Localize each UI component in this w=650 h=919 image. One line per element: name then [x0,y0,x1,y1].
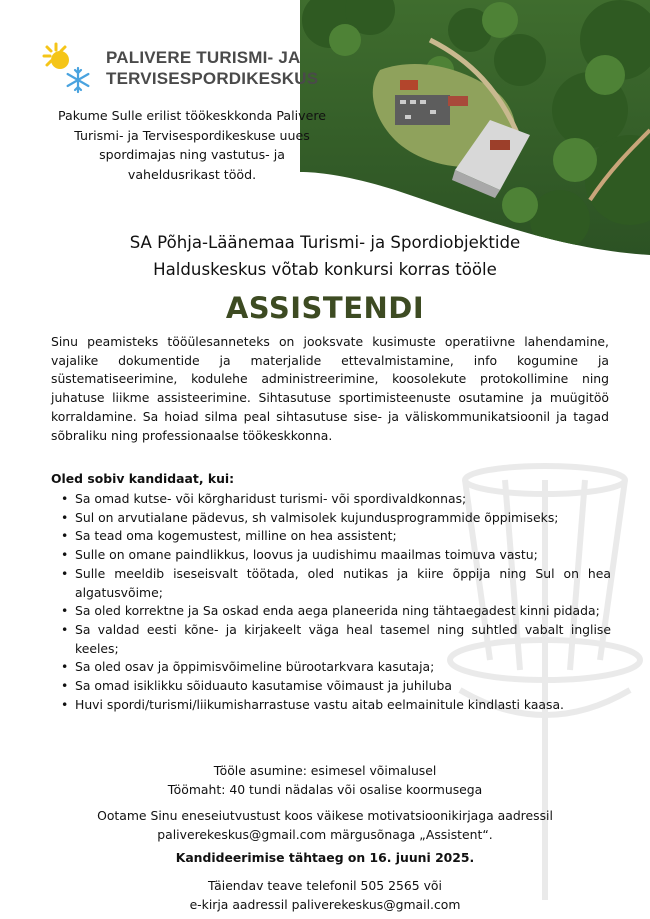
position-title: ASSISTENDI [225,291,425,325]
application-info [0,807,650,844]
requirements-title: Oled sobiv kandidaat, kui: [51,471,235,486]
apply-line-2: paliverekeskus@gmail.com märgusõnaga „Assistent“. [157,826,493,842]
list-item: • Sul on arvutialane pädevus, sh valmisolek kujundusprogrammide õppimiseks; [61,509,559,525]
requirements-list [51,490,611,714]
contact-line-1: Täiendav teave telefonil 505 2565 või [208,878,442,893]
intro-text: Pakume Sulle erilist töökeskkonda Palivere Turismi- ja Tervisespordikeskuse uues spordimajas ning vastutus- ja vaheldusrikast tööd. [58,108,326,182]
list-item: • Sa tead oma kogemustest, milline on hea assistent; [61,528,397,544]
workload: Töömaht: 40 tundi nädalas või osalise koormusega [167,781,483,797]
list-item: • Sa oled korrektne ja Sa oskad enda aega planeerida ning tähtaegadest kinni pidada; [61,603,600,619]
list-item: • Sa oled osav ja õppimisvõimeline bürootarkvara kasutaja; [61,659,435,675]
apply-line-1: Ootame Sinu eneseiutvustust koos väikese motivatsioonikirjaga aadressil [97,808,553,823]
contact-info [0,877,650,914]
list-item: • Sulle on omane paindlikkus, loovus ja uudishimu maailmas toimuva vastu; [61,547,538,563]
job-description: Sinu peamisteks tööülesanneteks on jooksvate kusimuste operatiivne lahendamine, vajalike dokumentide ja materjalide ettevalmistamine, info kogumine ja süstematiseerimine, kodulehe administreerimine, koosolekute protokollimine ning juhatuse liikme assisteerimine. Sihtasutuse sportimisteenuste osutamine ja muügitöö korraldamine. Sa hoiad silma peal sihtasutuse sise- ja väliskommunikatsioonil ja tagad sõbraliku ning professionaalse töökeskkonna. [51,334,609,443]
list-item: • Sa omad kutse- või kõrgharidust turismi- või spordivaldkonnas; [61,491,467,506]
list-item: • Huvi spordi/turismi/liikumisharrastuse vastu aitab eelmainitule kindlasti kaasa. [61,696,564,712]
application-deadline: Kandideerimise tähtaeg on 16. juuni 2025. [175,850,475,865]
logo-line-2: TERVISESPORDIKESKUS [106,69,319,88]
org-line-1: SA Põhja-Läänemaa Turismi- ja Spordiobjektide [129,233,521,252]
logo [40,40,318,96]
logo-line-1: PALIVERE TURISMI- JA [106,48,301,67]
list-item: • Sa omad isiklikku sõiduauto kasutamise võimaust ja juhiluba [61,678,452,694]
list-item: • Sulle meeldib iseseisvalt töötada, oled nutikas ja kiire õppija ning Sul on hea algatusvõime; [61,565,611,600]
sun-snowflake-icon [40,40,96,96]
list-item: • Sa valdad eesti kõne- ja kirjakeelt väga heal tasemel ning suhtled vabalt inglise keeles; [61,621,611,656]
work-terms [0,762,650,799]
organization-heading [30,229,620,283]
org-line-2: Halduskeskus võtab konkursi korras tööle [153,260,497,279]
contact-line-2: e-kirja aadressil paliverekeskus@gmail.com [189,896,461,912]
start-date: Tööle asumine: esimesel võimalusel [213,763,437,778]
